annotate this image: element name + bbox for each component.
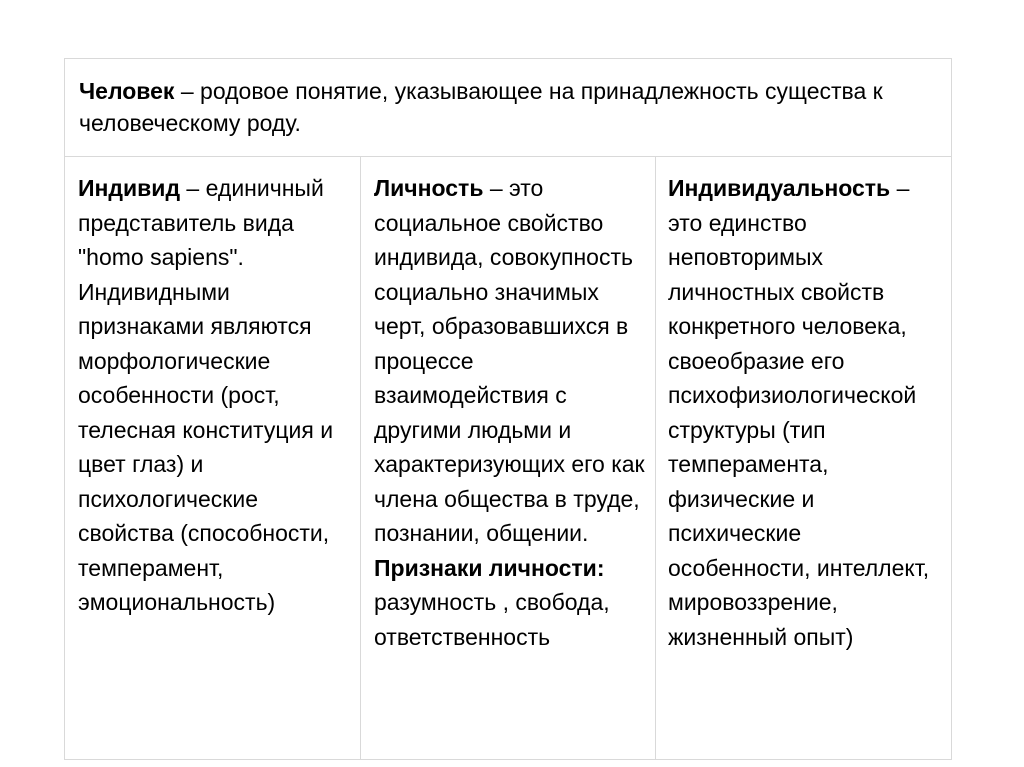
individuality-term: Индивидуальность	[668, 175, 891, 201]
individuality-definition: – это единство неповторимых личностных свойств конкретного человека, своеобразие его психофизиологической структуры (тип темперамента, физические и психические особенности, интеллект, мировоззрение, жизненный опыт)	[668, 175, 930, 650]
personality-term: Личность	[374, 175, 484, 201]
personality-cell	[361, 157, 656, 759]
human-definition-cell	[65, 59, 951, 157]
personality-definition: – это социальное свойство индивида, совокупность социально значимых черт, образовавшихся в процессе взаимодействия с другими людьми и характеризующих его как члена общества в труде, познании, общении.	[374, 175, 645, 546]
human-term: Человек	[79, 78, 175, 104]
personality-signs-label: Признаки личности:	[374, 554, 605, 581]
personality-signs-text: разумность , свобода, ответственность	[374, 589, 610, 650]
individual-definition: – единичный представитель вида "homo sapiens". Индивидными признаками являются морфологические особенности (рост, телесная конституция и цвет глаз) и психологические свойства (способности, темперамент, эмоциональность)	[78, 175, 334, 615]
definitions-table	[64, 58, 952, 760]
human-definition: – родовое понятие, указывающее на принадлежность существа к человеческому роду.	[79, 78, 883, 136]
individual-cell	[65, 157, 361, 759]
individual-term: Индивид	[78, 175, 181, 201]
individuality-cell	[656, 157, 951, 759]
